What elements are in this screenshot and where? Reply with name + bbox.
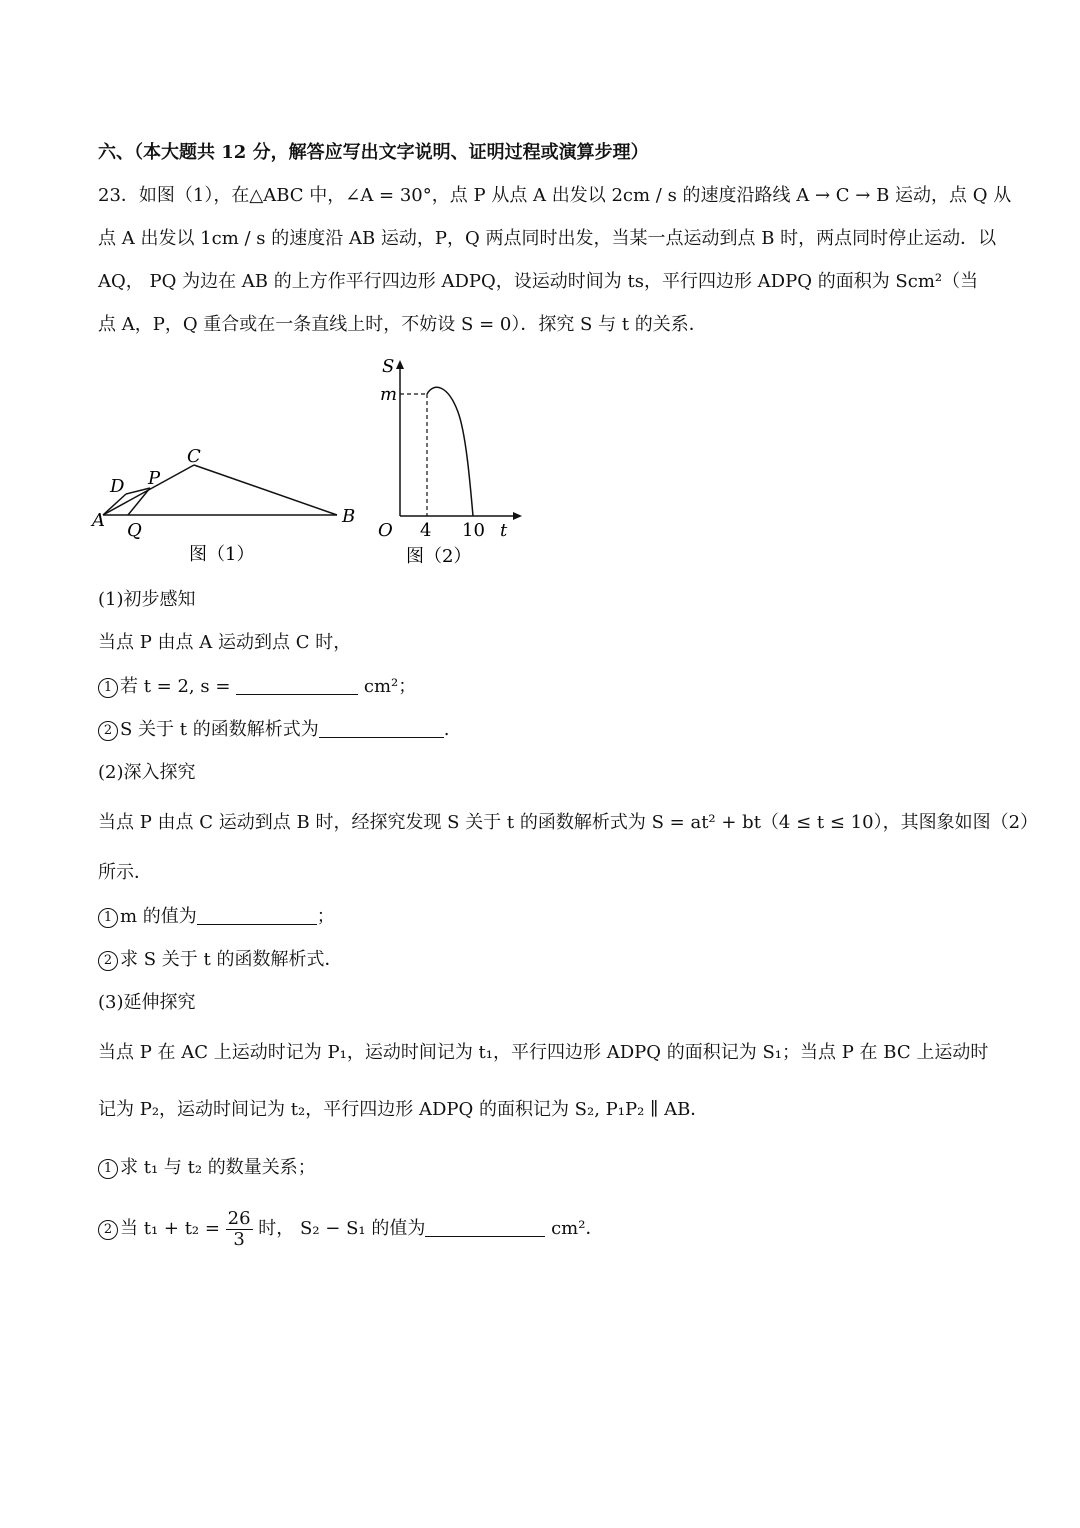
part3-intro-continued: 记为 P₂，运动时间记为 t₂，平行四边形 ADPQ 的面积记为 S₂, P₁P₂ ∥ AB．: [98, 1099, 709, 1120]
part1-intro: 当点 P 由点 A 运动到点 C 时，: [98, 632, 352, 653]
part3-intro: 当点 P 在 AC 上运动时记为 P₁，运动时间记为 t₁，平行四边形 ADPQ 的面积记为 S₁；当点 P 在 BC 上运动时: [98, 1042, 989, 1063]
section-heading: 六、（本大题共 12 分，解答应写出文字说明、证明过程或演算步理）: [98, 142, 649, 163]
label-C: C: [187, 446, 201, 467]
circled-number-2: 2: [98, 721, 118, 741]
circled-number-2: 2: [98, 1220, 118, 1240]
problem-line-4: 点 A，P，Q 重合或在一条直线上时，不妨设 S = 0）．探究 S 与 t 的关系．: [98, 314, 707, 335]
area-time-graph: [370, 352, 530, 572]
circled-number-1: 1: [98, 678, 118, 698]
figure-1: [90, 430, 370, 570]
circled-number-1: 1: [98, 908, 118, 928]
part1-title: (1)初步感知: [98, 589, 196, 610]
answer-blank[interactable]: [197, 906, 317, 925]
problem-line-2: 点 A 出发以 1cm / s 的速度沿 AB 运动，P，Q 两点同时出发，当某一点运动到点 B 时，两点同时停止运动．以: [98, 228, 997, 249]
answer-blank[interactable]: [425, 1218, 545, 1237]
figure-2: [370, 352, 530, 572]
triangle-diagram: [90, 430, 370, 570]
label-D: D: [110, 476, 125, 497]
part2-title: (2)深入探究: [98, 762, 196, 783]
part3-title: (3)延伸探究: [98, 992, 196, 1013]
label-P: P: [148, 468, 161, 489]
answer-blank[interactable]: [236, 676, 358, 695]
circled-number-1: 1: [98, 1159, 118, 1179]
part3-question-2: 2 当 t₁ + t₂ = $\frac{26}{3}$ 时， S₂ − S₁ 的值为 cm²．: [98, 1205, 603, 1253]
figure-1-caption: 图（1）: [189, 544, 255, 565]
circled-number-2: 2: [98, 951, 118, 971]
label-B: B: [342, 506, 356, 527]
part2-intro-continued: 所示．: [98, 862, 152, 883]
problem-line-3: AQ， PQ 为边在 AB 的上方作平行四边形 ADPQ，设运动时间为 ts，平行四边形 ADPQ 的面积为 Scm²（当: [98, 271, 979, 292]
fraction: $\frac{26}{3}$: [227, 1207, 251, 1250]
axis-label-t: t: [500, 520, 508, 541]
part3-question-1: 1 求 t₁ 与 t₂ 的数量关系；: [98, 1156, 316, 1180]
label-m: m: [380, 384, 398, 405]
part2-intro: 当点 P 由点 C 运动到点 B 时，经探究发现 S 关于 t 的函数解析式为 S = at² + bt（4 ≤ t ≤ 10），其图象如图（2）: [98, 812, 1039, 833]
answer-blank[interactable]: [319, 719, 444, 738]
tick-10: 10: [462, 520, 485, 541]
part2-question-2: 2 求 S 关于 t 的函数解析式．: [98, 948, 342, 972]
part2-question-1: 1 m 的值为 ；: [98, 905, 335, 929]
label-A: A: [92, 510, 105, 531]
axis-label-s: S: [382, 356, 395, 377]
tick-4: 4: [420, 520, 432, 541]
part1-question-2: 2 S 关于 t 的函数解析式为 .: [98, 718, 449, 742]
label-Q: Q: [127, 520, 142, 541]
problem-line-1: 23．如图（1），在△ABC 中，∠A = 30°，点 P 从点 A 出发以 2cm / s 的速度沿路线 A → C → B 运动，点 Q 从: [98, 185, 1012, 206]
part1-question-1: 1 若 t = 2, s = cm²；: [98, 675, 416, 699]
label-origin: O: [378, 520, 393, 541]
figure-2-caption: 图（2）: [406, 546, 472, 567]
parabola-curve: [427, 387, 473, 516]
